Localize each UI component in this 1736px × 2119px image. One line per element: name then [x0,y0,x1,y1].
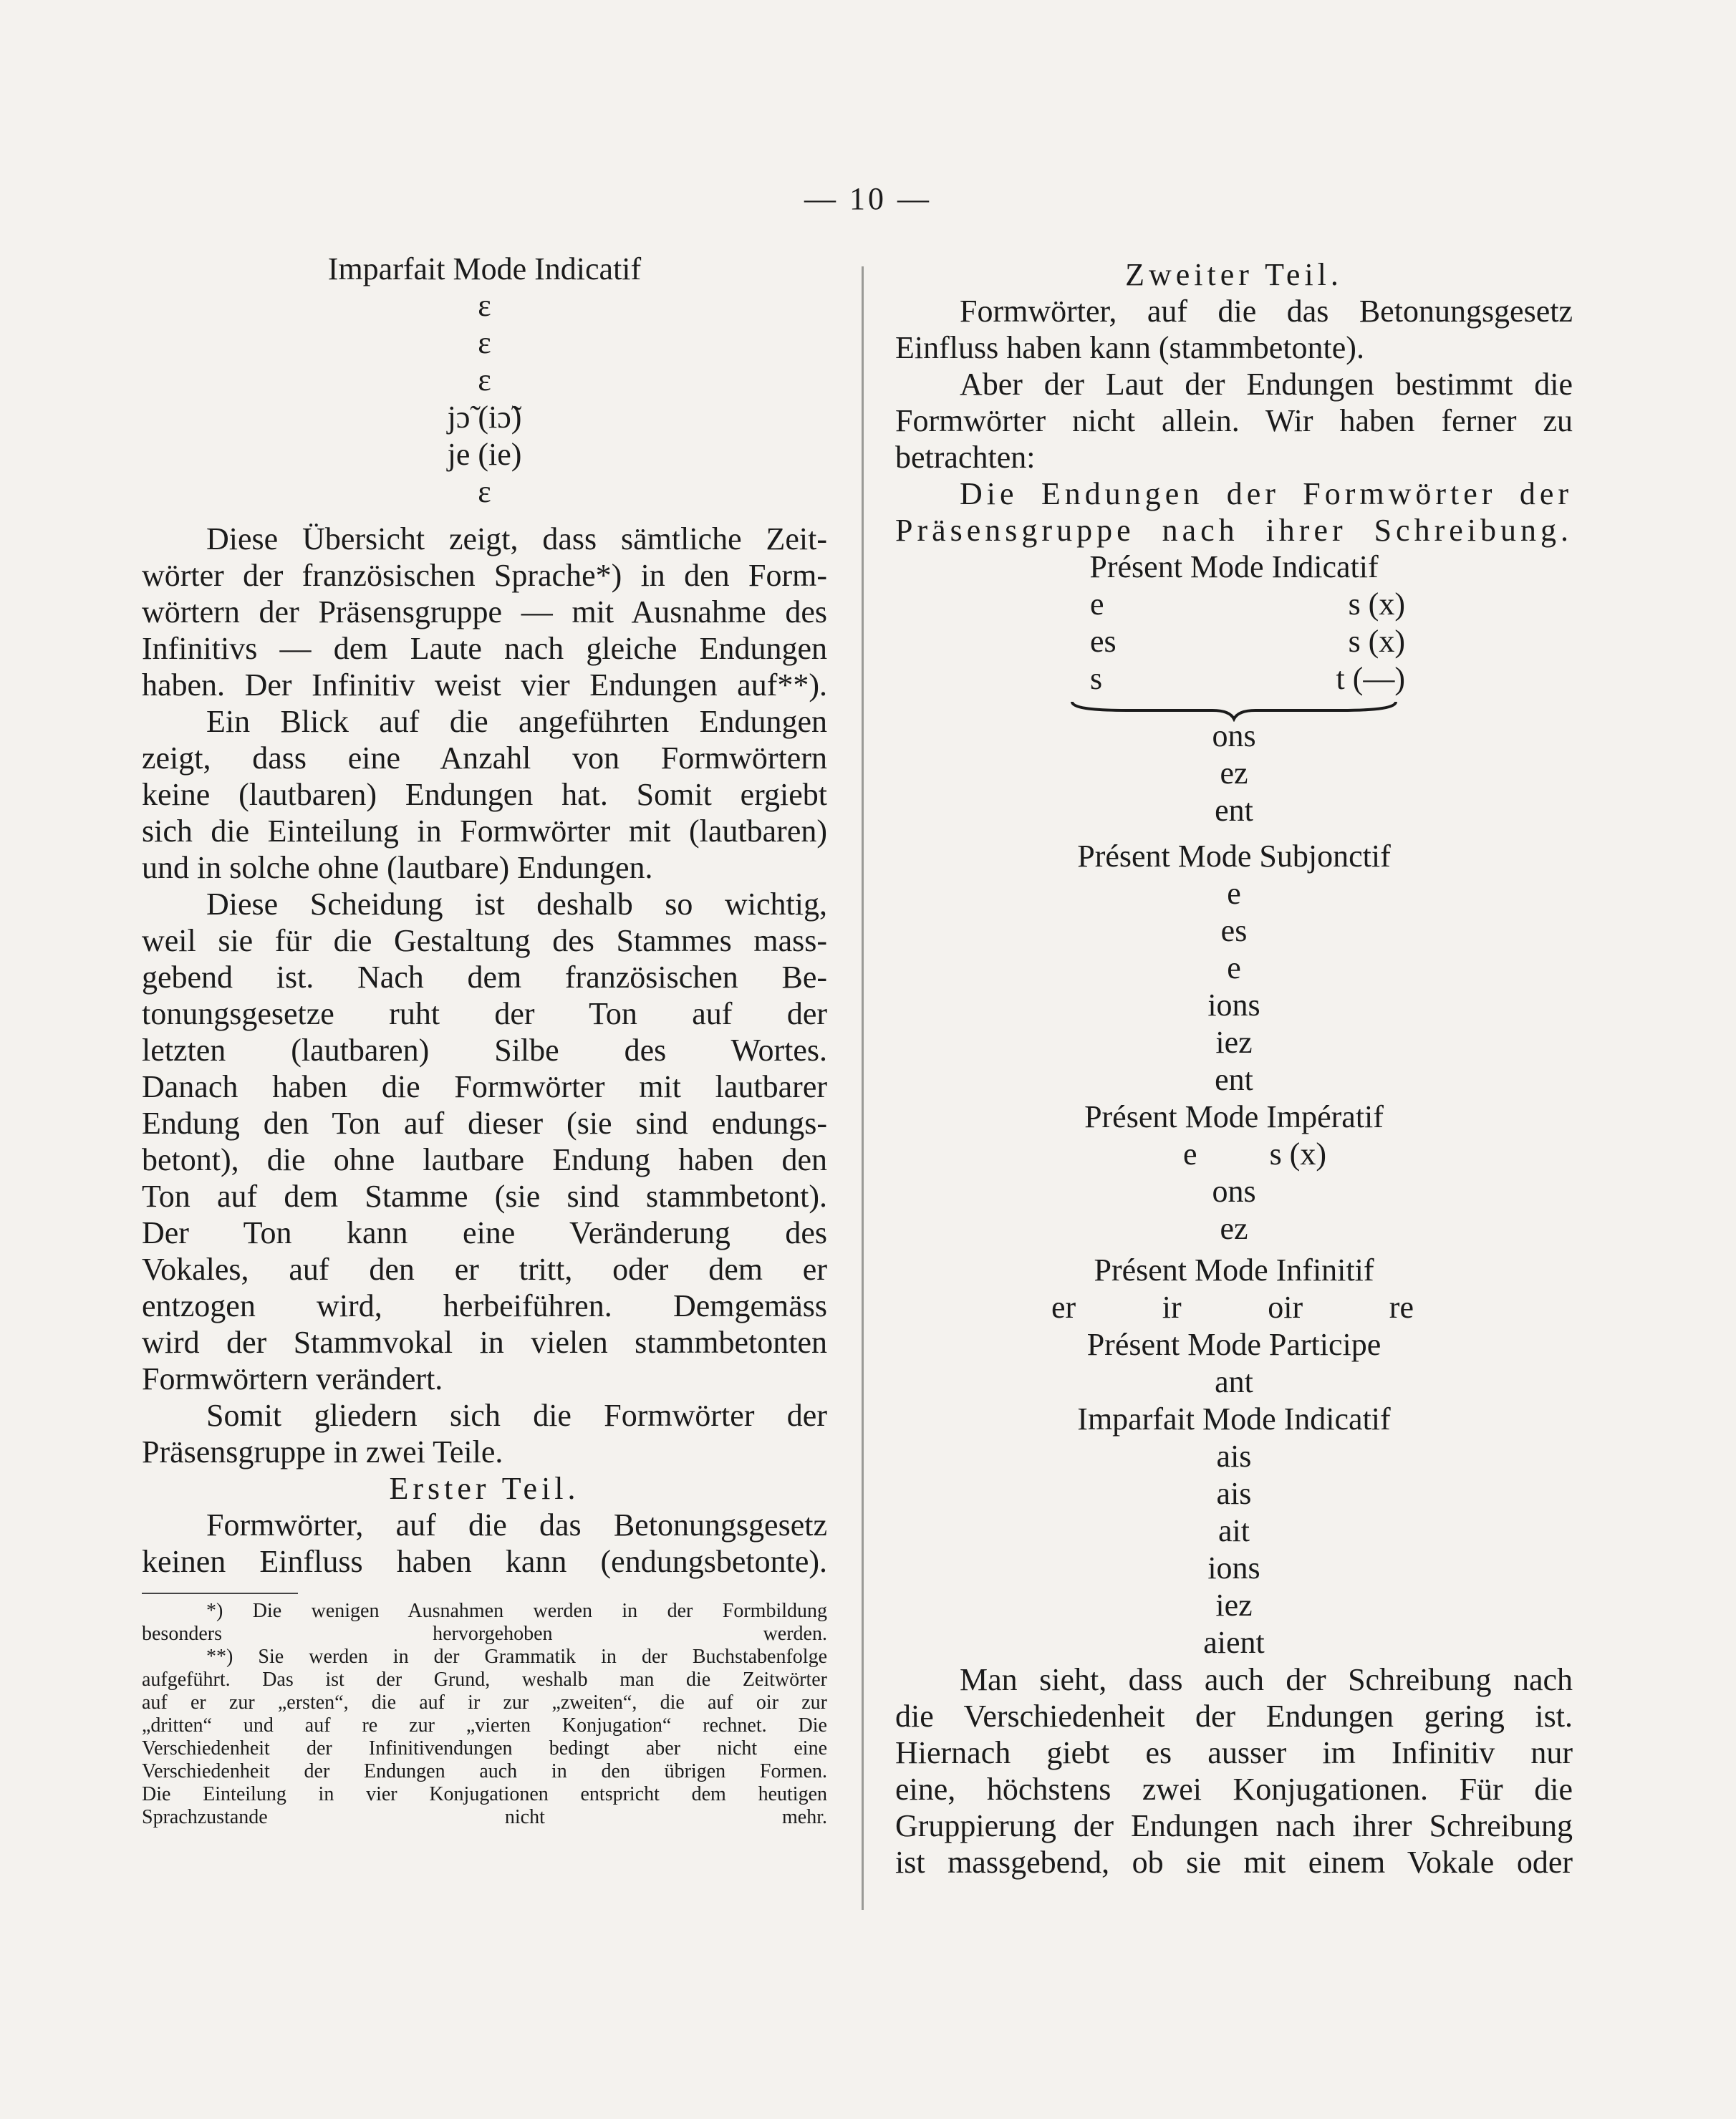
text-line: Somit gliedern sich die Formwörter der [206,1398,827,1433]
text-line: Formwörter nicht allein. Wir haben ferner zu [895,403,1573,438]
text-line: Einfluss haben kann (stammbetonte). [895,330,1364,365]
ending: ent [1215,793,1253,828]
text-line: die Verschiedenheit der Endungen gering ist. [895,1699,1573,1734]
ending: iez [1215,1025,1253,1060]
section-heading-erster-teil: Erster Teil. [389,1471,580,1506]
paragraph [895,293,1573,366]
text-line: weil sie für die Gestaltung des Stammes mass- [142,923,827,958]
right-column [895,256,1573,1881]
text-line: Hiernach giebt es ausser im Infinitiv nur [895,1735,1573,1770]
table-heading-present-subjonctif: Présent Mode Subjonctif [1077,839,1391,874]
ending: ez [1220,1211,1248,1246]
footnote-rule [142,1593,298,1594]
left-column [142,251,827,1829]
text-line: Der Ton kann eine Veränderung des [142,1215,827,1250]
text-line: Präsensgruppe in zwei Teile. [142,1434,503,1469]
grid-row [1183,1136,1326,1173]
text-line: sich die Einteilung in Formwörter mit (lautbaren) [142,814,827,849]
text-line: letzten (lautbaren) Silbe des Wortes. [142,1033,827,1068]
footnote-line: Die Einteilung in vier Konjugationen entspricht dem heutigen [142,1783,827,1805]
text-line: betrachten: [895,440,1036,475]
footnote-line: Verschiedenheit der Infinitivendungen bedingt aber nicht eine [142,1737,827,1760]
table-heading-imparfait-indicatif: Imparfait Mode Indicatif [1077,1401,1391,1437]
text-line: Man sieht, dass auch der Schreibung nach [960,1662,1573,1697]
text-line: Diese Übersicht zeigt, dass sämtliche Zeit- [206,521,827,556]
ending: s [1090,661,1103,696]
footnote-line: *) Die wenigen Ausnahmen werden in der Formbildung [206,1600,827,1622]
ending: iez [1215,1588,1253,1623]
brace [895,693,1573,718]
text-line: Infinitivs — dem Laute nach gleiche Endungen [142,631,827,666]
text-line: und in solche ohne (lautbare) Endungen. [142,850,653,885]
text-line: Danach haben die Formwörter mit lautbarer [142,1069,827,1104]
page-number: — 10 — [804,181,932,216]
text-line: wörtern der Präsensgruppe — mit Ausnahme des [142,594,827,629]
section-heading-zweiter-teil: Zweiter Teil. [1125,257,1343,292]
ending: aient [1203,1625,1265,1660]
ending: es [1090,624,1117,659]
ending: ɛ [478,474,491,509]
ending: ions [1207,1550,1260,1585]
text-line: wird der Stammvokal in vielen stammbetonten [142,1325,827,1360]
ending: e [1227,950,1241,985]
ending: es [1220,913,1248,948]
text-line: tonungsgesetze ruht der Ton auf der [142,996,827,1031]
text-line: zeigt, dass eine Anzahl von Formwörtern [142,740,827,776]
ending: e [1183,1136,1197,1172]
table-heading-present-participe: Présent Mode Participe [1086,1327,1381,1362]
ending: ons [1212,1174,1256,1209]
grid-row [1090,586,1405,623]
text-line: betont), die ohne lautbare Endung haben den [142,1142,827,1177]
paragraph [142,1507,827,1580]
table-heading-present-infinitif: Présent Mode Infinitif [1094,1252,1374,1288]
ending: ons [1212,718,1256,753]
ending: s (x) [1269,1136,1326,1172]
text-line: Die Endungen der Formwörter der [960,476,1573,511]
text-line: Ton auf dem Stamme (sie sind stammbetont). [142,1179,827,1214]
ending: ɛ [478,325,491,360]
text-line: gebend ist. Nach dem französischen Be- [142,960,827,995]
paragraph [895,366,1573,476]
paragraph [895,1661,1573,1881]
text-line: Ein Blick auf die angeführten Endungen [206,704,827,739]
text-line: entzogen wird, herbeiführen. Demgemäss [142,1288,827,1323]
grid-row [1090,623,1405,660]
left-heading: Imparfait Mode Indicatif [327,251,642,286]
ending: ent [1215,1062,1253,1097]
ending: e [1090,587,1104,622]
text-line: Vokales, auf den er tritt, oder dem er [142,1252,827,1287]
table-heading-present-indicatif: Présent Mode Indicatif [1089,549,1379,584]
text-line: Gruppierung der Endungen nach ihrer Schreibung [895,1808,1573,1843]
ending: ir [1162,1290,1182,1325]
footnote-line: Verschiedenheit der Endungen auch in den übrigen Formen. [142,1760,827,1782]
ending: ez [1220,756,1248,791]
footnote-line: auf er zur „ersten“, die auf ir zur „zweiten“, die auf oir zur [142,1691,827,1714]
text-line: keinen Einfluss haben kann (endungsbetonte). [142,1544,827,1579]
ending: t (—) [1336,661,1405,696]
ending: re [1389,1290,1414,1325]
text-line: Endung den Ton auf dieser (sie sind endungs- [142,1106,827,1141]
text-line: Präsensgruppe nach ihrer Schreibung. [895,513,1573,548]
paragraph [142,703,827,886]
grid-row [1090,660,1405,698]
ending: s (x) [1348,587,1405,622]
ending: ɛ [478,362,491,397]
footnotes [142,1600,827,1829]
infinitive-endings [1051,1289,1414,1326]
indicatif-singular-grid [1090,586,1405,698]
text-line: ist massgebend, ob sie mit einem Vokale oder [895,1845,1573,1880]
ending: er [1051,1290,1076,1325]
ending: je (ie) [447,437,522,472]
text-line: wörter der französischen Sprache*) in den Form- [142,558,827,593]
footnote-line: „dritten“ und auf re zur „vierten Konjugation“ rechnet. Die [142,1714,827,1737]
text-line: Aber der Laut der Endungen bestimmt die [960,367,1573,402]
paragraph [142,521,827,703]
ending: jɔ̃ (iɔ̃) [447,400,522,435]
ending: e [1227,876,1241,911]
ending: ions [1207,988,1260,1023]
text-line: Formwörtern verändert. [142,1361,443,1396]
ending: ant [1215,1364,1253,1399]
footnote-line: **) Sie werden in der Grammatik in der Buchstabenfolge [206,1646,827,1668]
paragraph [142,886,827,1397]
column-divider [862,266,864,1910]
ending: oir [1268,1290,1303,1325]
table-title [895,476,1573,549]
ending: ɛ [478,288,491,323]
ending: ait [1218,1513,1250,1548]
text-line: eine, höchstens zwei Konjugationen. Für die [895,1772,1573,1807]
ending: ais [1216,1476,1252,1511]
left-endings-list [142,287,827,511]
text-line: Formwörter, auf die das Betonungsgesetz [206,1507,827,1543]
ending: ais [1216,1439,1252,1474]
footnote-line: aufgeführt. Das ist der Grund, weshalb man die Zeitwörter [142,1669,827,1691]
text-line: keine (lautbaren) Endungen hat. Somit ergiebt [142,777,827,812]
footnote-line: Sprachzustande nicht mehr. [142,1806,827,1828]
table-heading-present-imperatif: Présent Mode Impératif [1084,1099,1384,1134]
paragraph [142,1397,827,1470]
text-line: Diese Scheidung ist deshalb so wichtig, [206,887,827,922]
text-line: Formwörter, auf die das Betonungsgesetz [960,294,1573,329]
ending: s (x) [1348,624,1405,659]
text-line: haben. Der Infinitiv weist vier Endungen auf**). [142,667,827,703]
footnote-line: besonders hervorgehoben werden. [142,1623,827,1645]
